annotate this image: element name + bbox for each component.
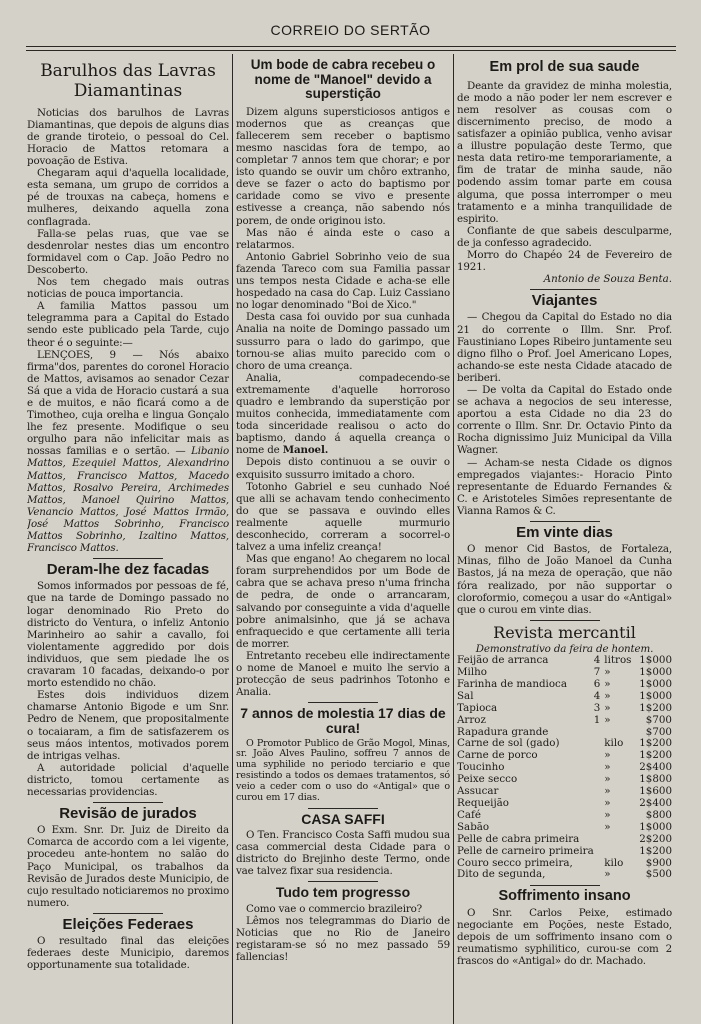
paragraph: O resultado final das eleições federaes deste Municipio, daremos opportunamente sua totalidade. bbox=[27, 935, 229, 972]
market-price: 1$000 bbox=[639, 820, 672, 833]
signatories: Libanio Mattos, Ezequiel Mattos, Alexandrino Mattos, Francisco Mattos, Macedo Mattos, Rosalvo Pereira, Archimedes Mattos, Manoel Quirino Mattos, Venancio Mattos, José Mattos Irmão, José Mattos Sobrinho, Francisco Mattos Sobrinho, Izaltino Mattos, Francisco Mattos. bbox=[27, 445, 229, 555]
article-title: Revista mercantil bbox=[493, 622, 636, 642]
market-item: Peixe secco bbox=[457, 773, 518, 786]
article-title: Deram-lhe dez facadas bbox=[46, 561, 210, 579]
paragraph: — Acham-se nesta Cidade os dignos empregados viajantes:- Horacio Pinto representante de Eduardo Fernandes & C. e Aristoteles Simões representante de Vianna Ramos & C. bbox=[457, 456, 672, 517]
paragraph: Como vae o commercio brazileiro? bbox=[246, 902, 423, 915]
market-qty bbox=[594, 786, 605, 798]
paragraph: Somos informados por pessoas de fé, que na tarde de Domingo passado no logar denominado Rio Preto do districto do Ventura, o infeliz Antonio Marinheiro ao sahir a cavallo, foi violentamente aggredido por dois individuos, que sem piedade lhe os cravaram 10 facadas, deixando-o por morto estendido no chão. bbox=[27, 580, 229, 690]
market-price: 1$200 bbox=[639, 749, 672, 762]
market-unit: » bbox=[604, 808, 611, 821]
masthead-rule-thin bbox=[26, 50, 676, 51]
market-row bbox=[457, 869, 672, 881]
market-price: $700 bbox=[645, 725, 672, 738]
market-unit: » bbox=[604, 689, 611, 702]
market-qty: 3 bbox=[593, 701, 601, 714]
paragraph bbox=[236, 372, 450, 457]
paragraph: Deante da gravidez de minha molestia, de modo a não poder ler nem escrever e nem resolver as cousas com o discernimento preciso, de modo a satisfazer a opinião publica, venho avisar a illustre população deste Termo, que nesta data retiro-me temporariamente, a fim de tratar de minha saude, não podendo assim tomar parte em cousa alguma, que possa interromper o meu tratamento e a minha tranquilidade de espirito. bbox=[457, 79, 672, 225]
market-row bbox=[457, 691, 672, 703]
paragraph: A autoridade policial d'aquelle districto, tomou certamente as necessarias providencias. bbox=[27, 761, 229, 798]
market-unit bbox=[604, 846, 633, 858]
separator bbox=[530, 885, 600, 886]
paragraph: Desta casa foi ouvido por sua cunhada Analia na noite de Domingo passado um sussurro para o lado do garimpo, que tornou-se alias muito parecido com o choro de uma creança. bbox=[236, 311, 450, 372]
article-title: 7 annos de molestia 17 dias de cura! bbox=[240, 705, 446, 737]
paragraph: O Exm. Snr. Dr. Juiz de Direito da Comarca de accordo com a lei vigente, procedeu ante-hontem no salão do Paço Municipal, os trabalhos da Revisão de Jurados deste Municipio, de cujo resultado noticiaremos no proximo numero. bbox=[27, 824, 229, 909]
paragraph: Totonho Gabriel e seu cunhado Noé que alli se achavam tendo conhecimento do que se passava e ouvindo elles realmente aquelle murmurio desconhecido, correram a socorrel-o talvez a uma infeliz creança! bbox=[236, 480, 450, 554]
market-item: Carne de sol (gado) bbox=[457, 737, 560, 750]
market-unit: » bbox=[604, 773, 611, 786]
column-divider bbox=[232, 54, 233, 1024]
market-price: $800 bbox=[645, 808, 672, 821]
paragraph-text: Analia, compadecendo-se extremamente d'aquelle horroroso quadro e lembrando da superstição por muitos conhecida, immediatamente com toda sinceridade realisou o acto do baptismo, dando á aquella creança o nome de bbox=[236, 371, 450, 457]
market-item: Dito de segunda, bbox=[457, 868, 546, 881]
paragraph: Falla-se pelas ruas, que vae se desdenrolar nestes dias um encontro formidavel com o Cap. João Pedro no Descoberto. bbox=[27, 227, 229, 276]
paragraph: Mas que engano! Ao chegarem no local foram surprehendidos por um Bode de cabra que se achava preso n'uma frincha de pedra, de onde o arrancaram, salvando por conseguinte a vida d'aquelle pobre animalsinho, que já se achava enfraquecido e que certamente alli teria de morrer. bbox=[236, 553, 450, 650]
market-price: 1$800 bbox=[639, 773, 672, 786]
market-qty: 1 bbox=[593, 713, 601, 726]
article-title: Soffrimento insano bbox=[498, 888, 631, 905]
paragraph: Confiante de que sabeis desculparme, de ja confesso agradecido. bbox=[457, 224, 672, 249]
article-title: Em prol de sua saude bbox=[489, 59, 640, 75]
market-qty bbox=[594, 869, 605, 881]
market-row bbox=[457, 798, 672, 810]
market-item: Pelle de carneiro primeira bbox=[457, 844, 594, 857]
market-price: $500 bbox=[645, 868, 672, 881]
market-qty bbox=[594, 846, 605, 858]
market-item: Sabão bbox=[457, 820, 490, 833]
market-unit: kilo bbox=[604, 856, 624, 869]
article-title: Viajantes bbox=[531, 292, 598, 310]
market-unit: » bbox=[604, 797, 611, 810]
market-price: 1$200 bbox=[639, 737, 672, 750]
market-price: 2$400 bbox=[639, 797, 672, 810]
market-item: Assucar bbox=[457, 785, 499, 798]
article-title: Em vinte dias bbox=[516, 524, 613, 542]
paragraph: — De volta da Capital do Estado onde se achava a negocios de seu interesse, aportou a esta Cidade no dia 23 do corrente o Illm. Snr. Dr. Octavio Pinto da Rocha dignissimo Juiz Municipal da Villa Wagner. bbox=[457, 384, 672, 457]
market-qty: 4 bbox=[593, 689, 601, 702]
market-qty: 7 bbox=[593, 666, 601, 679]
paragraph: A familia Mattos passou um telegramma para a Capital do Estado sendo este publicado pela Tarde, cujo theor é o seguinte:— bbox=[27, 300, 229, 349]
paragraph: Noticias dos barulhos de Lavras Diamantinas, que depois de alguns dias de grande tiroteio, o pessoal do Cel. Horacio de Mattos retomara a povoação de Estiva. bbox=[27, 106, 229, 168]
market-unit: » bbox=[604, 749, 611, 762]
telegram-text: LENÇOES, 9 — Nós abaixo firma"dos, parentes do coronel Horacio de Mattos, avisamos ao senador Cezar Sá que a vida de Horacio custará a sua e de muitos, e não ficará como a de Timotheo, cuja orelha e lingua Gonçalo lhe fez presente. Modifique o seu orgulho para não infelicitar mais as nossas familias e o sertão. — bbox=[27, 348, 229, 458]
masthead: CORREIO DO SERTÃO bbox=[270, 22, 431, 38]
market-item: Café bbox=[457, 808, 481, 821]
market-qty bbox=[594, 858, 605, 870]
paragraph: Lêmos nos telegrammas do Diario de Noticias que no Rio de Janeiro registaram-se só no mez passado 59 fallencias! bbox=[236, 914, 450, 963]
market-unit: » bbox=[604, 868, 611, 881]
market-item: Milho bbox=[457, 666, 487, 679]
market-price: 1$000 bbox=[639, 666, 672, 679]
market-qty bbox=[594, 762, 605, 774]
market-price: 2$400 bbox=[639, 761, 672, 774]
market-row bbox=[457, 834, 672, 846]
market-subtitle: Demonstrativo da feira de hontem. bbox=[475, 643, 654, 656]
paragraph: Entretanto recebeu elle indirectamente o nome de Manoel e muito lhe servio a protecção de seus padrinhos Totonho e Analia. bbox=[236, 649, 450, 699]
market-item: Rapadura grande bbox=[457, 725, 549, 738]
column-2 bbox=[236, 56, 450, 963]
market-row bbox=[457, 846, 672, 858]
market-qty: 6 bbox=[593, 677, 601, 690]
market-unit bbox=[604, 834, 633, 846]
market-item: Tapioca bbox=[457, 701, 498, 714]
market-qty bbox=[594, 798, 605, 810]
market-price: 1$200 bbox=[639, 701, 672, 714]
market-price: 2$200 bbox=[639, 832, 672, 845]
market-item: Pelle de cabra primeira bbox=[457, 832, 580, 845]
separator bbox=[308, 881, 378, 882]
market-item: Toucinho bbox=[457, 761, 505, 774]
separator bbox=[530, 620, 600, 621]
market-price: 1$600 bbox=[639, 785, 672, 798]
article-title: Um bode de cabra recebeu o nome de "Manoel" devido a superstição bbox=[250, 57, 436, 102]
separator bbox=[93, 558, 163, 559]
signature: Antonio de Souza Benta. bbox=[543, 273, 672, 286]
baptism-name: Manoel. bbox=[282, 444, 329, 457]
paragraph: Nos tem chegado mais outras noticias de pouca importancia. bbox=[27, 276, 229, 301]
paragraph: Estes dois individuos dizem chamarse Antonio Bigode e um Snr. Pedro de Nenem, que propositalmente o tocaiaram, a fim de satisfazerem os seus máos intentos, motivados porem de intrigas velhas. bbox=[27, 689, 229, 762]
market-table bbox=[457, 655, 672, 881]
market-qty bbox=[594, 834, 605, 846]
market-unit: » bbox=[604, 785, 611, 798]
separator bbox=[530, 521, 600, 522]
market-unit: » bbox=[604, 701, 611, 714]
market-row bbox=[457, 822, 672, 834]
paragraph: Morro do Chapéo 24 de Fevereiro de 1921. bbox=[457, 248, 672, 274]
market-qty bbox=[594, 810, 605, 822]
market-item: Requeijão bbox=[457, 797, 509, 810]
separator bbox=[93, 802, 163, 803]
market-qty bbox=[594, 738, 605, 750]
paragraph: Depois disto continuou a se ouvir o exquisito sussurro imitado a choro. bbox=[236, 456, 450, 481]
separator bbox=[530, 289, 600, 290]
market-unit: » bbox=[604, 761, 611, 774]
article-title: Barulhos das Lavras bbox=[40, 61, 216, 81]
market-qty bbox=[594, 774, 605, 786]
market-price: 1$200 bbox=[639, 844, 672, 857]
market-unit: » bbox=[604, 820, 611, 833]
market-item: Couro secco primeira, bbox=[457, 856, 573, 869]
market-price: 1$000 bbox=[639, 689, 672, 702]
paragraph: Mas não é ainda este o caso a relatarmos. bbox=[236, 226, 450, 251]
column-1 bbox=[27, 56, 229, 971]
paragraph: Antonio Gabriel Sobrinho veio de sua fazenda Tareco com sua Familia passar uns tempos nesta Cidade e acha-se elle hospedado na casa do Cap. Luiz Cassiano no logar denominado "Boi de Xico." bbox=[236, 250, 450, 312]
separator bbox=[308, 702, 378, 703]
market-unit: » bbox=[604, 713, 611, 726]
market-unit: litros bbox=[604, 654, 632, 667]
article-title: CASA SAFFI bbox=[301, 810, 385, 827]
market-row bbox=[457, 703, 672, 715]
market-qty bbox=[594, 822, 605, 834]
column-divider bbox=[453, 54, 454, 1024]
market-price: $900 bbox=[645, 856, 672, 869]
article-title: Diamantinas bbox=[73, 81, 183, 102]
separator bbox=[308, 808, 378, 809]
market-unit: » bbox=[604, 677, 611, 690]
paragraph: Chegaram aqui d'aquella localidade, esta semana, um grupo de corridos a pé de trouxas na cabeça, homens e mulheres, deixando aquella zona conflagrada. bbox=[27, 167, 229, 228]
paragraph: O menor Cid Bastos, de Fortaleza, Minas, filho de João Manoel da Cunha Bastos, já na meza de operação, que não fóra realizado, por não supportar o cloroformio, começou a usar do «Antigal» que o curou em vinte dias. bbox=[457, 543, 672, 616]
market-price: 1$000 bbox=[639, 654, 672, 667]
market-item: Farinha de mandioca bbox=[457, 677, 567, 690]
market-price: $700 bbox=[645, 713, 672, 726]
paragraph: O Snr. Carlos Peixe, estimado negociante em Poções, neste Estado, depois de um soffrimento insano com o reumatismo syphilitico, curou-se com 2 frascos do «Antigal» do dr. Machado. bbox=[457, 907, 672, 968]
article-title: Eleições Federaes bbox=[62, 915, 194, 933]
paragraph: O Ten. Francisco Costa Saffi mudou sua casa commercial desta Cidade para o districto do Brejinho deste Termo, onde vae talvez fixar sua residencia. bbox=[236, 829, 450, 878]
market-qty bbox=[594, 750, 605, 762]
separator bbox=[93, 913, 163, 914]
market-item: Carne de porco bbox=[457, 749, 538, 762]
paragraph: Dizem alguns supersticiosos antigos e modernos que as creanças que fallecerem sem receber o baptismo mesmo nascidas fora de tempo, ao completar 7 annos tem que chorar; e por isto quando se ouvir um chôro extranho, deve se fazer o acto do baptismo por caridade como se vivo e presente estivesse a creança, não sabendo nós porem, de onde originou isto. bbox=[236, 105, 450, 227]
market-price: 1$000 bbox=[639, 677, 672, 690]
market-row bbox=[457, 715, 672, 727]
paragraph: O Promotor Publico de Grão Mogol, Minas, sr. João Alves Paulino, soffreu 7 annos de uma syphilide no periodo terciario e que resistindo a todos os demaes tratamentos, só veio a ceder com o uso do «Antigal» que o curou em 17 dias. bbox=[236, 737, 450, 804]
market-unit: kilo bbox=[604, 737, 624, 750]
article-title: Tudo tem progresso bbox=[275, 884, 411, 901]
market-qty: 4 bbox=[593, 654, 601, 667]
paragraph: — Chegou da Capital do Estado no dia 21 do corrente o Illm. Snr. Prof. Faustiniano Lopes Ribeiro juntamente seu digno filho o Prof. Joel Americano Lopes, achando-se este nesta Cidade atacado de beriberi. bbox=[457, 311, 672, 384]
market-unit: » bbox=[604, 666, 611, 679]
column-3 bbox=[457, 56, 672, 967]
paragraph bbox=[27, 349, 229, 555]
article-title: Revisão de jurados bbox=[59, 805, 197, 823]
market-item: Sal bbox=[457, 689, 474, 702]
market-qty bbox=[594, 727, 605, 739]
masthead-rule bbox=[26, 46, 676, 47]
market-item: Feijão de arranca bbox=[457, 654, 549, 667]
market-item: Arroz bbox=[457, 713, 486, 726]
